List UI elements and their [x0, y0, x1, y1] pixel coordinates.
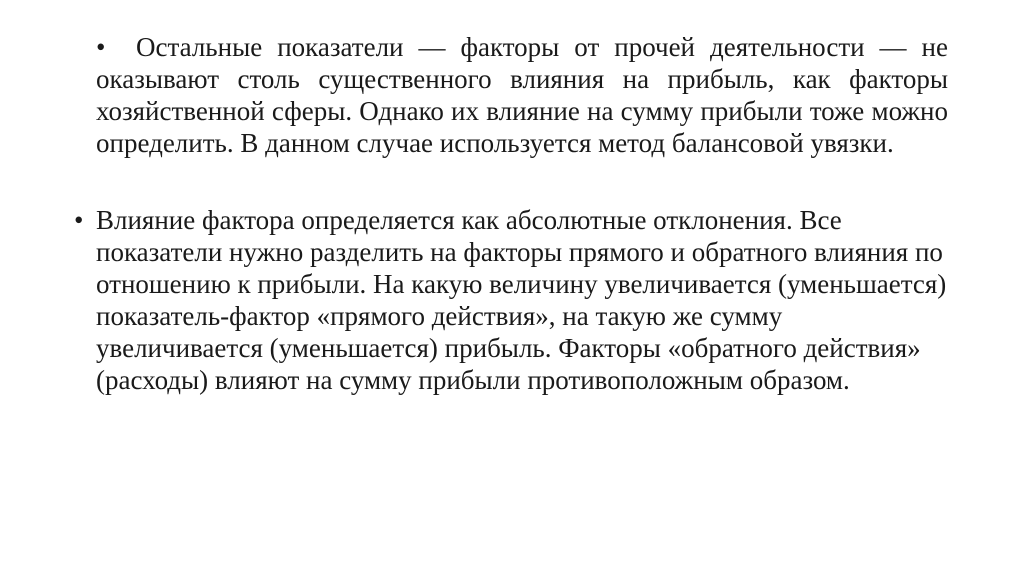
bullet-text-1: Остальные показатели — факторы от прочей деятельности — не оказывают столь существенного влияния на прибыль, как факторы хозяйственной сферы. Однако их влияние на сумму прибыли тоже можно определить. В данном случае используется метод балансовой увязки. [96, 32, 948, 158]
bullet-marker-1: • [96, 32, 106, 62]
bullet-marker-2: • [74, 205, 84, 235]
bullet-paragraph-2 [96, 204, 948, 396]
bullet-text-2: Влияние фактора определяется как абсолютные отклонения. Все показатели нужно разделить на факторы прямого и обратного влияния по отношению к прибыли. На какую величину увеличивается (уменьшается) показатель-фактор «прямого действия», на такую же сумму увеличивается (уменьшается) прибыль. Факторы «обратного действия» (расходы) влияют на сумму прибыли противоположным образом. [96, 205, 947, 395]
bullet-paragraph-1 [96, 31, 948, 159]
